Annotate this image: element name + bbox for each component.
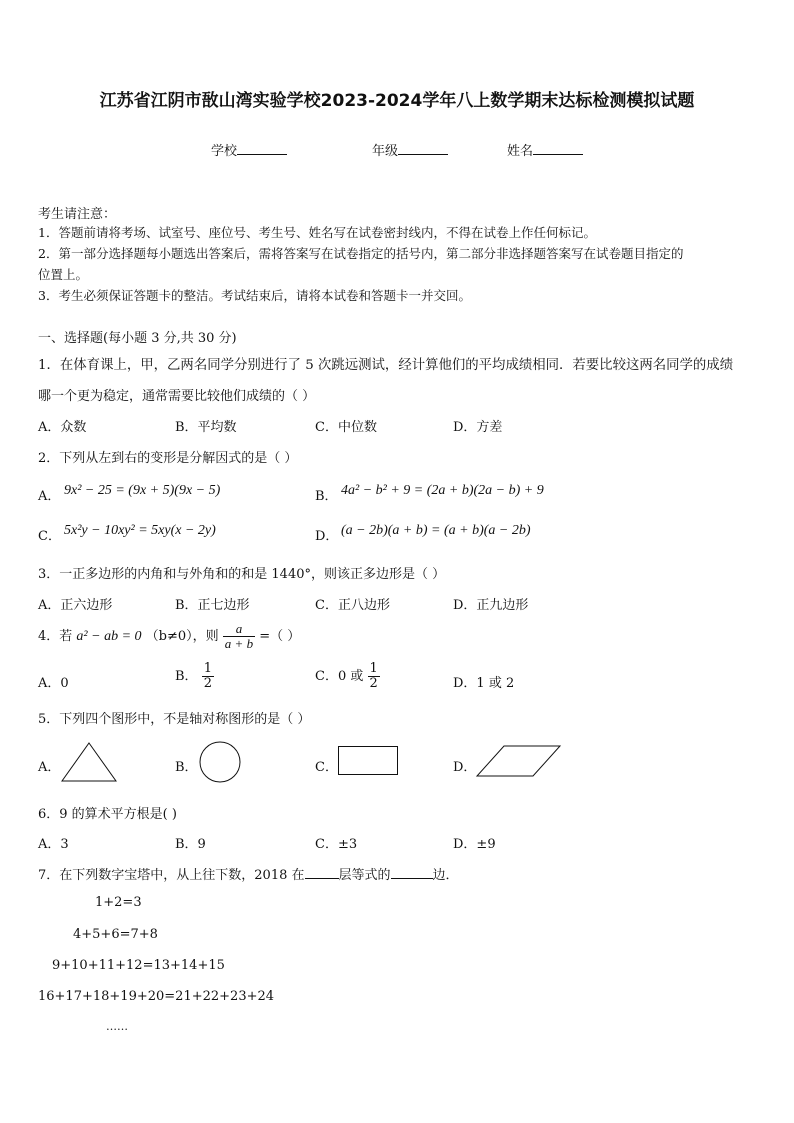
- q7-stem-pre: 7．在下列数字宝塔中，从上往下数，2018 在: [38, 868, 305, 883]
- q6-option-d: D．±9: [453, 837, 496, 852]
- q4-option-c-fraction: [368, 662, 380, 691]
- q1-option-a: A．众数: [38, 420, 87, 435]
- q2-option-d-expr: (a − 2b)(a + b) = (a + b)(a − 2b): [341, 523, 531, 538]
- q4-option-b-label: B．: [175, 669, 198, 684]
- q4-c-denominator: 2: [369, 676, 378, 691]
- school-label: 学校: [211, 144, 238, 159]
- name-blank: [533, 142, 583, 155]
- q7-stem: [38, 864, 459, 883]
- q1-option-b: B．平均数: [175, 420, 237, 435]
- tower-row: 4+5+6=7+8: [73, 927, 158, 942]
- q4-stem-pre: 4．若: [38, 629, 73, 644]
- tower-ellipsis: ……: [106, 1020, 128, 1033]
- q7-stem-post: 边．: [432, 868, 459, 883]
- q4-option-d: D．1 或 2: [453, 676, 515, 691]
- q7-blank-2: [391, 866, 433, 879]
- name-field: [507, 140, 583, 159]
- q2-option-a-label: A．: [38, 489, 61, 504]
- q4-b-denominator: 2: [203, 676, 212, 691]
- q4-stem-expr: a² − ab = 0: [76, 629, 142, 644]
- q4-b-numerator: 1: [203, 661, 212, 676]
- q4-option-b: [175, 662, 214, 691]
- grade-field: [372, 140, 448, 159]
- q4-option-c: [315, 662, 380, 691]
- q4-stem-fraction: [223, 622, 255, 651]
- q4-option-b-fraction: [202, 662, 214, 691]
- name-label: 姓名: [507, 144, 534, 159]
- q4-c-numerator: 1: [369, 661, 378, 676]
- notice-item-2-cont: 位置上。: [38, 267, 89, 282]
- q1-stem-line1: 1．在体育课上，甲，乙两名同学分别进行了 5 次跳远测试，经计算他们的平均成绩相同．若要比较这两名同学的成绩: [38, 358, 734, 373]
- triangle-icon: [60, 742, 118, 782]
- q4-stem: [38, 622, 300, 651]
- q2-option-c-expr: 5x²y − 10xy² = 5xy(x − 2y): [64, 523, 216, 538]
- q6-option-a: A．3: [38, 837, 69, 852]
- notice-item-2: 2．第一部分选择题每小题选出答案后，需将答案写在试卷指定的括号内，第二部分非选择题答案写在试卷题目指定的: [38, 246, 684, 261]
- q4-stem-mid: （b≠0），则: [145, 629, 219, 644]
- q1-option-d: D．方差: [453, 420, 503, 435]
- q3-option-a: A．正六边形: [38, 598, 113, 613]
- notice-heading: 考生请注意：: [38, 207, 117, 222]
- q2-stem: 2．下列从左到右的变形是分解因式的是（ ）: [38, 451, 298, 466]
- q2-option-a-expr: 9x² − 25 = (9x + 5)(9x − 5): [64, 483, 221, 498]
- q3-stem: 3．一正多边形的内角和与外角和的和是 1440°，则该正多边形是（ ）: [38, 567, 446, 582]
- q2-option-d-label: D．: [315, 529, 339, 544]
- grade-blank: [398, 142, 448, 155]
- q2-option-c-label: C．: [38, 529, 61, 544]
- rectangle-icon: [338, 746, 400, 776]
- q3-option-d: D．正九边形: [453, 598, 529, 613]
- q2-option-b-expr: 4a² − b² + 9 = (2a + b)(2a − b) + 9: [341, 483, 544, 498]
- q5-option-a-label: A．: [38, 760, 61, 775]
- q5-stem: 5．下列四个图形中，不是轴对称图形的是（ ）: [38, 712, 311, 727]
- parallelogram-icon: [476, 745, 564, 778]
- q7-blank-1: [305, 866, 339, 879]
- exam-title: 江苏省江阴市敔山湾实验学校2023-2024学年八上数学期末达标检测模拟试题: [99, 91, 695, 111]
- q6-option-b: B．9: [175, 837, 206, 852]
- q5-option-d-label: D．: [453, 760, 477, 775]
- circle-icon: [198, 741, 242, 783]
- q6-stem: 6．9 的算术平方根是( ): [38, 807, 177, 822]
- q1-stem-line2: 哪一个更为稳定，通常需要比较他们成绩的（ ）: [38, 389, 316, 404]
- q4-option-a: A．0: [38, 676, 69, 691]
- tower-row: 1+2=3: [95, 895, 142, 910]
- grade-label: 年级: [372, 144, 399, 159]
- q4-stem-post: =（ ）: [259, 629, 301, 644]
- q3-option-b: B．正七边形: [175, 598, 250, 613]
- section-heading: 一、选择题(每小题 3 分,共 30 分): [38, 331, 237, 346]
- notice-item-3: 3．考生必须保证答题卡的整洁。考试结束后，请将本试卷和答题卡一并交回。: [38, 288, 471, 303]
- tower-row: 16+17+18+19+20=21+22+23+24: [38, 989, 275, 1004]
- q4-frac-denominator: a + b: [224, 636, 254, 651]
- q2-option-b-label: B．: [315, 489, 338, 504]
- tower-row: 9+10+11+12=13+14+15: [52, 958, 225, 973]
- school-blank: [237, 142, 287, 155]
- notice-item-1: 1．答题前请将考场、试室号、座位号、考生号、姓名写在试卷密封线内，不得在试卷上作任何标记。: [38, 225, 596, 240]
- q1-option-c: C．中位数: [315, 420, 377, 435]
- school-field: [211, 140, 287, 159]
- q4-option-c-label: C．0 或: [315, 669, 364, 684]
- q4-frac-numerator: a: [223, 622, 255, 637]
- q5-option-b-label: B．: [175, 760, 198, 775]
- q6-option-c: C．±3: [315, 837, 358, 852]
- q7-stem-mid: 层等式的: [338, 868, 391, 883]
- q3-option-c: C．正八边形: [315, 598, 390, 613]
- q5-option-c-label: C．: [315, 760, 338, 775]
